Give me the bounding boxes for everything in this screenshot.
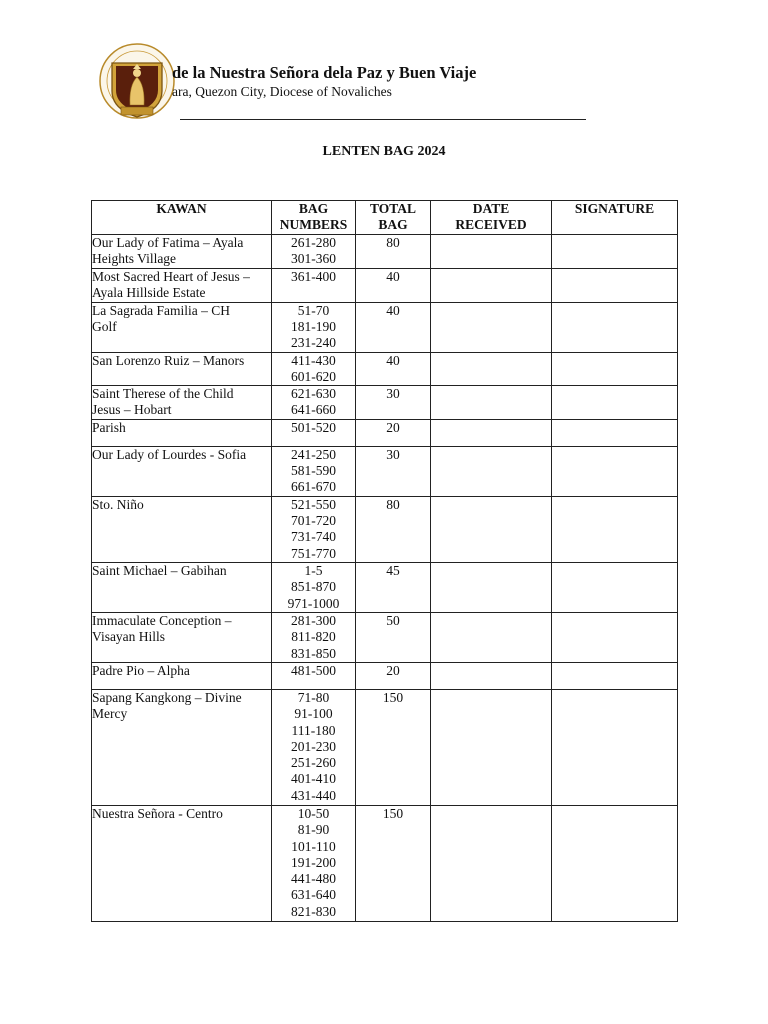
total-bag-cell: 50 bbox=[356, 612, 431, 662]
kawan-cell: Saint Therese of the Child Jesus – Hobart bbox=[92, 386, 272, 420]
table-row bbox=[92, 496, 678, 562]
total-bag-cell: 80 bbox=[356, 496, 431, 562]
date-received-cell[interactable] bbox=[431, 352, 552, 386]
column-header-kawan: KAWAN bbox=[92, 201, 272, 235]
bag-numbers-cell: 481-500 bbox=[272, 662, 356, 689]
date-received-cell[interactable] bbox=[431, 386, 552, 420]
table-row bbox=[92, 446, 678, 496]
signature-cell[interactable] bbox=[552, 386, 678, 420]
table-row bbox=[92, 612, 678, 662]
parish-location-subheader: ara, Quezon City, Diocese of Novaliches bbox=[172, 84, 392, 99]
column-header-bag-numbers: BAG NUMBERS bbox=[272, 201, 356, 235]
table-row bbox=[92, 419, 678, 446]
kawan-cell: San Lorenzo Ruiz – Manors bbox=[92, 352, 272, 386]
kawan-cell: La Sagrada Familia – CH Golf bbox=[92, 302, 272, 352]
kawan-cell: Padre Pio – Alpha bbox=[92, 662, 272, 689]
signature-cell[interactable] bbox=[552, 352, 678, 386]
signature-cell[interactable] bbox=[552, 496, 678, 562]
kawan-cell: Saint Michael – Gabihan bbox=[92, 562, 272, 612]
total-bag-cell: 30 bbox=[356, 446, 431, 496]
kawan-cell: Immaculate Conception – Visayan Hills bbox=[92, 612, 272, 662]
date-received-cell[interactable] bbox=[431, 662, 552, 689]
signature-cell[interactable] bbox=[552, 302, 678, 352]
signature-cell[interactable] bbox=[552, 562, 678, 612]
table-row bbox=[92, 562, 678, 612]
kawan-cell: Sto. Niño bbox=[92, 496, 272, 562]
total-bag-cell: 45 bbox=[356, 562, 431, 612]
bag-numbers-cell: 521-550 701-720 731-740 751-770 bbox=[272, 496, 356, 562]
bag-numbers-cell: 261-280 301-360 bbox=[272, 235, 356, 269]
total-bag-cell: 30 bbox=[356, 386, 431, 420]
parish-seal-logo bbox=[97, 39, 177, 127]
parish-name-header: de la Nuestra Señora dela Paz y Buen Viaje bbox=[172, 63, 477, 82]
signature-cell[interactable] bbox=[552, 612, 678, 662]
signature-cell[interactable] bbox=[552, 662, 678, 689]
document-title: LENTEN BAG 2024 bbox=[322, 144, 446, 159]
signature-cell[interactable] bbox=[552, 419, 678, 446]
bag-numbers-cell: 501-520 bbox=[272, 419, 356, 446]
date-received-cell[interactable] bbox=[431, 689, 552, 805]
table-header-row bbox=[92, 201, 678, 235]
kawan-cell: Our Lady of Lourdes - Sofia bbox=[92, 446, 272, 496]
lenten-bag-table bbox=[91, 200, 678, 922]
total-bag-cell: 80 bbox=[356, 235, 431, 269]
kawan-cell: Sapang Kangkong – Divine Mercy bbox=[92, 689, 272, 805]
total-bag-cell: 40 bbox=[356, 302, 431, 352]
total-bag-cell: 20 bbox=[356, 662, 431, 689]
bag-numbers-cell: 10-50 81-90 101-110 191-200 441-480 631-640 821-830 bbox=[272, 805, 356, 921]
table-row bbox=[92, 662, 678, 689]
table-row bbox=[92, 386, 678, 420]
table-row bbox=[92, 689, 678, 805]
signature-cell[interactable] bbox=[552, 235, 678, 269]
kawan-cell: Nuestra Señora - Centro bbox=[92, 805, 272, 921]
date-received-cell[interactable] bbox=[431, 562, 552, 612]
total-bag-cell: 40 bbox=[356, 352, 431, 386]
signature-cell[interactable] bbox=[552, 805, 678, 921]
table-row bbox=[92, 352, 678, 386]
date-received-cell[interactable] bbox=[431, 302, 552, 352]
kawan-cell: Our Lady of Fatima – Ayala Heights Village bbox=[92, 235, 272, 269]
kawan-cell: Parish bbox=[92, 419, 272, 446]
bag-numbers-cell: 281-300 811-820 831-850 bbox=[272, 612, 356, 662]
date-received-cell[interactable] bbox=[431, 612, 552, 662]
signature-cell[interactable] bbox=[552, 269, 678, 303]
date-received-cell[interactable] bbox=[431, 419, 552, 446]
bag-numbers-cell: 411-430 601-620 bbox=[272, 352, 356, 386]
date-received-cell[interactable] bbox=[431, 235, 552, 269]
column-header-total-bag: TOTAL BAG bbox=[356, 201, 431, 235]
column-header-date-received: DATE RECEIVED bbox=[431, 201, 552, 235]
bag-numbers-cell: 361-400 bbox=[272, 269, 356, 303]
total-bag-cell: 150 bbox=[356, 689, 431, 805]
bag-numbers-cell: 621-630 641-660 bbox=[272, 386, 356, 420]
signature-cell[interactable] bbox=[552, 446, 678, 496]
date-received-cell[interactable] bbox=[431, 269, 552, 303]
table-row bbox=[92, 302, 678, 352]
total-bag-cell: 40 bbox=[356, 269, 431, 303]
bag-numbers-cell: 51-70 181-190 231-240 bbox=[272, 302, 356, 352]
table-row bbox=[92, 235, 678, 269]
signature-cell[interactable] bbox=[552, 689, 678, 805]
table-row bbox=[92, 805, 678, 921]
date-received-cell[interactable] bbox=[431, 805, 552, 921]
header-divider bbox=[180, 119, 586, 120]
total-bag-cell: 150 bbox=[356, 805, 431, 921]
bag-numbers-cell: 1-5 851-870 971-1000 bbox=[272, 562, 356, 612]
date-received-cell[interactable] bbox=[431, 446, 552, 496]
column-header-signature: SIGNATURE bbox=[552, 201, 678, 235]
date-received-cell[interactable] bbox=[431, 496, 552, 562]
kawan-cell: Most Sacred Heart of Jesus – Ayala Hillside Estate bbox=[92, 269, 272, 303]
total-bag-cell: 20 bbox=[356, 419, 431, 446]
table-row bbox=[92, 269, 678, 303]
bag-numbers-cell: 71-80 91-100 111-180 201-230 251-260 401-410 431-440 bbox=[272, 689, 356, 805]
bag-numbers-cell: 241-250 581-590 661-670 bbox=[272, 446, 356, 496]
